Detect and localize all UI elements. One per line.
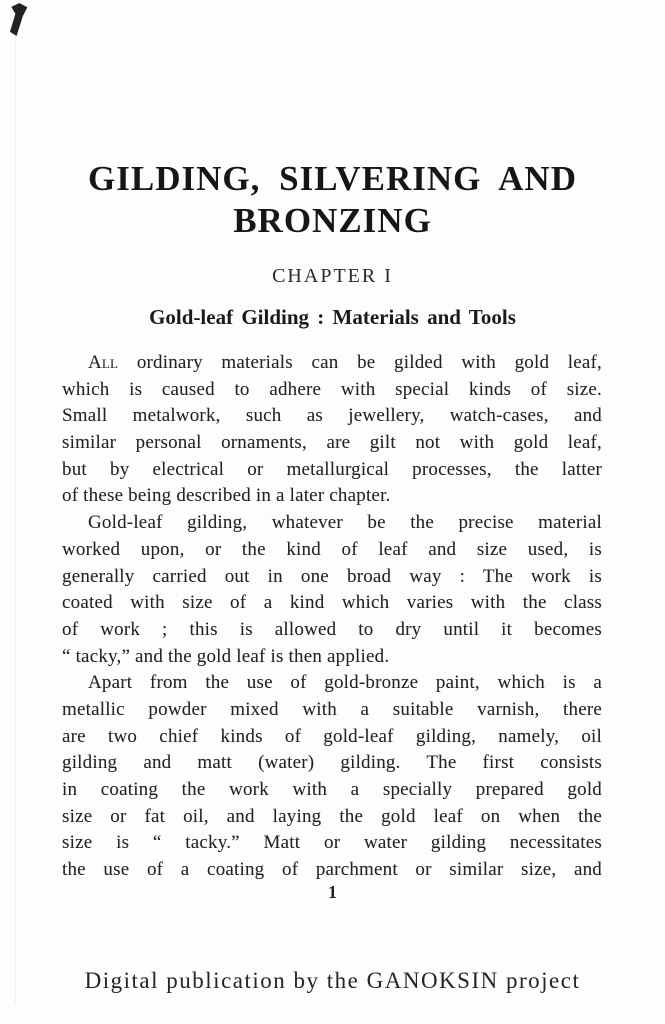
paragraph-1-line: of these being described in a later chapter. bbox=[62, 485, 391, 507]
small-caps-lead: All bbox=[88, 352, 119, 373]
book-title-line-1: GILDING, SILVERING AND bbox=[88, 159, 577, 198]
paragraph-3-line: are two chief kinds of gold-leaf gilding, namely, oil bbox=[62, 725, 602, 747]
paragraph-1-line: Small metalwork, such as jewellery, watch-cases, and bbox=[62, 405, 602, 427]
line-text: ordinary materials can be gilded with gold leaf, bbox=[118, 352, 602, 373]
paragraph-1-line: which is caused to adhere with special kinds of size. bbox=[62, 378, 602, 400]
paragraph-2-line: generally carried out in one broad way : The work is bbox=[62, 565, 602, 587]
paragraph-1-line: similar personal ornaments, are gilt not with gold leaf, bbox=[62, 432, 602, 454]
paragraph-3-line: metallic powder mixed with a suitable varnish, there bbox=[62, 698, 602, 720]
paragraph-3-line: the use of a coating of parchment or similar size, and bbox=[62, 859, 602, 881]
paragraph-3-line: size or fat oil, and laying the gold leaf on when the bbox=[62, 805, 602, 827]
book-title-line-2: BRONZING bbox=[233, 201, 432, 240]
paragraph-3-line: gilding and matt (water) gilding. The first consists bbox=[62, 752, 602, 774]
chapter-heading: CHAPTER I bbox=[272, 265, 393, 287]
ink-blot-artifact bbox=[8, 2, 27, 36]
paragraph-2-line: of work ; this is allowed to dry until it becomes bbox=[62, 618, 602, 640]
paragraph-2-line: Gold-leaf gilding, whatever be the precise material bbox=[88, 512, 602, 534]
paragraph-2-line: worked upon, or the kind of leaf and size used, is bbox=[62, 538, 602, 560]
body-text bbox=[62, 350, 602, 884]
paragraph-3-line: size is “ tacky.” Matt or water gilding necessitates bbox=[62, 832, 602, 854]
paragraph-1-line bbox=[62, 350, 602, 377]
page-number: 1 bbox=[328, 882, 337, 902]
paragraph-2-line: coated with size of a kind which varies with the class bbox=[62, 592, 602, 614]
paragraph-1-line: but by electrical or metallurgical processes, the latter bbox=[62, 458, 602, 480]
publication-footer: Digital publication by the GANOKSIN project bbox=[84, 968, 581, 993]
paragraph-2-line: “ tacky,” and the gold leaf is then applied. bbox=[62, 645, 390, 667]
paragraph-3-line: in coating the work with a specially prepared gold bbox=[62, 779, 602, 800]
section-heading: Gold-leaf Gilding : Materials and Tools bbox=[149, 305, 516, 329]
paragraph-3-line: Apart from the use of gold-bronze paint, which is a bbox=[88, 672, 602, 694]
